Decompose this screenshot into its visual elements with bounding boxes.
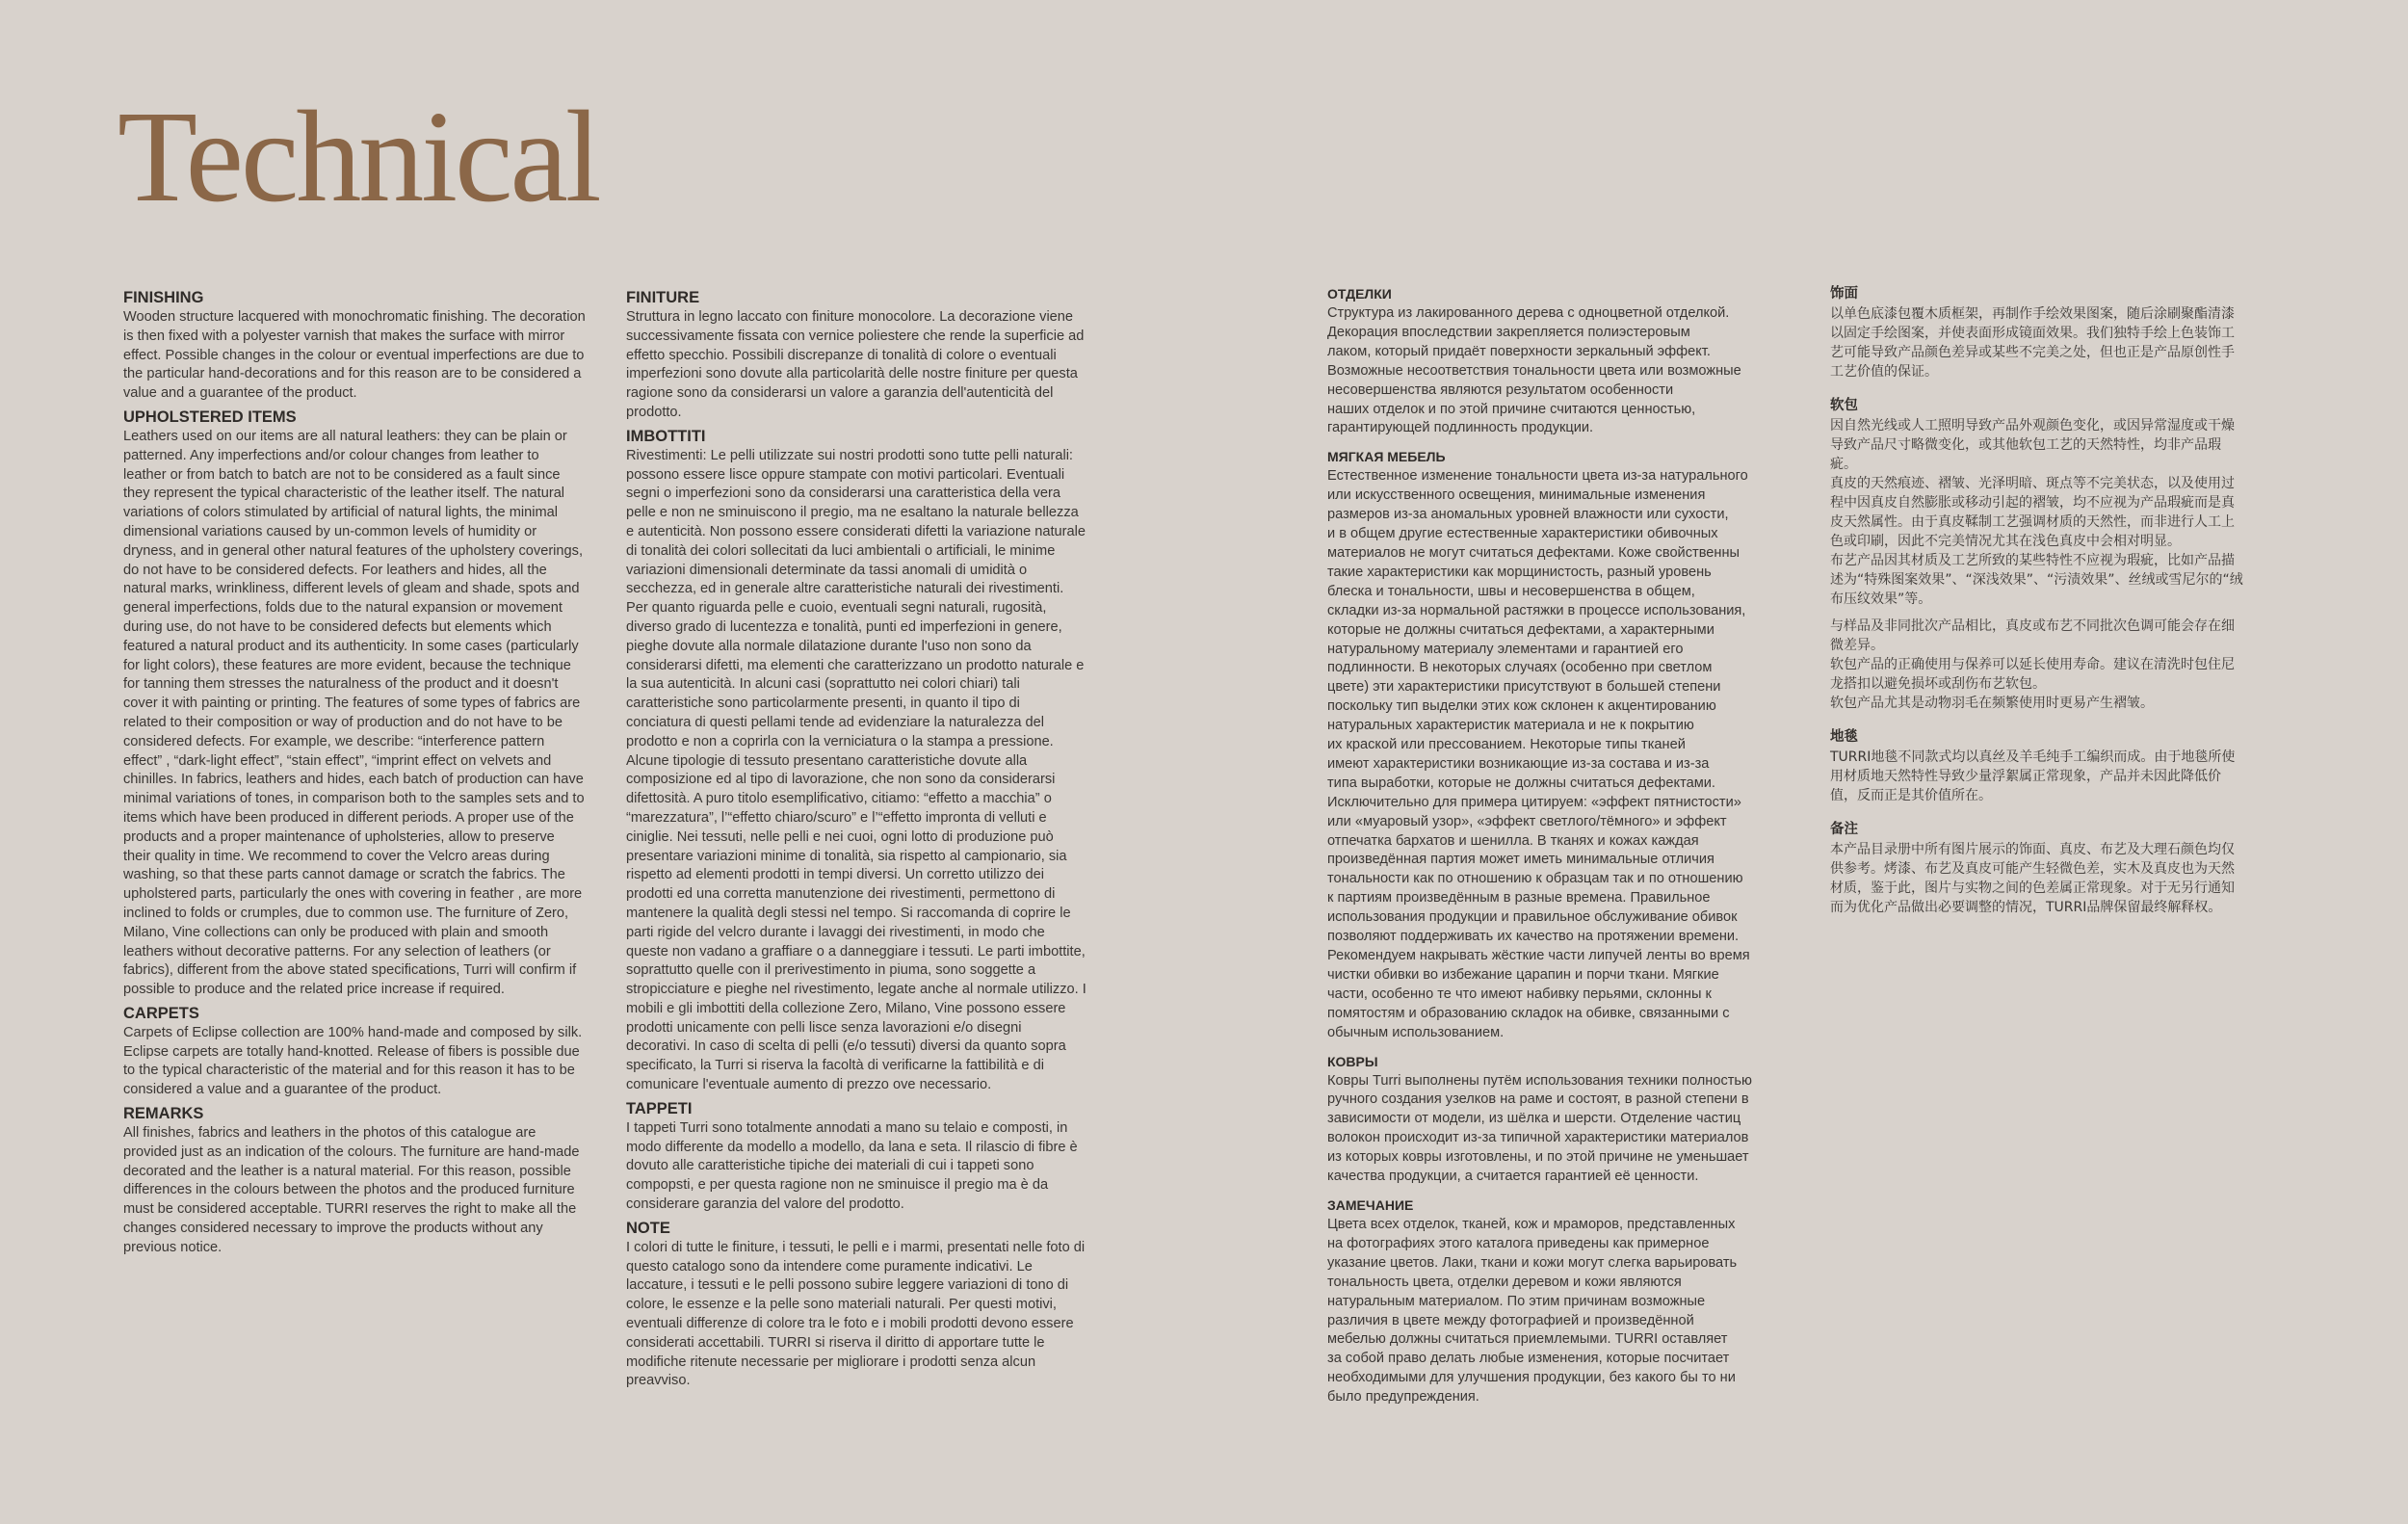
remarks-heading: REMARKS xyxy=(123,1105,204,1123)
otdelki-section xyxy=(1327,283,1801,438)
finiture-heading: FINITURE xyxy=(626,289,700,306)
shimian-text: 以单色底漆包覆木质框架，再制作手绘效果图案，随后涂刷聚酯清漆 以固定手绘图案，并使表面形成镜面效果。我们独特手绘上色装饰工 艺可能导致产品颜色差异或某些不完美之处，但也正是产品原创性手 工艺价值的保证。 xyxy=(1830,306,2235,380)
upholstered-text: Leathers used on our items are all natural leathers: they can be plain or patterned. Any imperfections and/or colour changes from leather to leather or from batch to batch are not to be considered as a fault since they represent the typical characteristic of the leather itself. The natural variations of colors stimulated by artificial of natural lights, the minimal dimensional variations caused by un-common levels of humidity or dryness, and in general other natural features of the upholstery coverings, do not have to be considered defects. For leathers and hides, all the natural marks, wrinkliness, different levels of gleam and shade, spots and general imperfections, folds due to the natural expansion or movement during use, do not have to be considered defects but elements which featured a natural product and its authenticity. In some cases (particularly for light colors), these features are more evident, because the technique for tanning them stresses the naturalness of the product and it doesn't cover it with painting or printing. The features of some types of fabrics are related to their composition or way of production and do not have to be considered defects. For example, we describe: “interference pattern effect” , “dark-light effect”, “stain effect”, “imprint effect on velvets and chinilles. In fabrics, leathers and hides, each batch of production can have minimal variations of tones, in comparison both to the samples sets and to items which have been produced in different periods. A proper use of the products and a proper maintenance of upholsteries, allow to preserve their quality in time. We recommend to cover the Velcro areas during washing, so that these parts cannot damage or scratch the fabrics. The upholstered parts, particularly the ones with covering in feather , are more inclined to folds or crumples, due to common use. The furniture of Zero, Milano, Vine collections can only be produced with plain and smooth leathers without decorative patterns. For any selection of leathers (or fabrics), different from the above stated specifications, Turri will confirm if possible to produce and the related price increase if required. xyxy=(123,428,585,998)
tappeti-section xyxy=(626,1098,1088,1215)
ruanbao-text-1: 因自然光线或人工照明导致产品外观颜色变化，或因异常湿度或干燥 导致产品尺寸略微变化，或其他软包工艺的天然特性，均非产品瑕 疵。 真皮的天然痕迹、褶皱、光泽明暗、斑点等不完美状态，以及使用过 程中因真皮自然膨胀或移动引起的褶皱，均不应视为产品瑕疵而是真 皮天然属性。由于真皮鞣制工艺强调材质的天然性，而非进行人工上 色或印刷，因此不完美情况尤其在浅色真皮中会相对明显。 布艺产品因其材质及工艺所致的某些特性不应视为瑕疵，比如产品描 述为“特殊图案效果”、“深浅效果”、“污渍效果”、丝绒或雪尼尔的“绒 布压纹效果”等。 xyxy=(1830,418,2243,607)
ruanbao-heading: 软包 xyxy=(1830,398,1858,413)
otdelki-text: Структура из лакированного дерева с одноцветной отделкой. Декорация впоследствии закрепляется полиэстеровым лаком, который придаёт поверхности зеркальный эффект. Возможные несоответствия тональности цвета или возможные несовершенства являются результатом особенности наших отделок и по этой причине считаются ценностью, гарантирующей подлинность продукции. xyxy=(1327,305,1741,436)
imbottiti-text: Rivestimenti: Le pelli utilizzate sui nostri prodotti sono tutte pelli naturali: possono essere lisce oppure stampate con motivi particolari. Eventuali segni o imperfezioni sono da considerarsi una caratteristica della vera pelle e non ne sminuiscono il pregio, ma ne esaltano la naturale bellezza e autenticità. Non possono essere considerati difetti la variazione naturale di tonalità dei colori sollecitati da luci ambientali o artificiali, le minime variazioni dimensionali determinate da tassi anomali di umidità o secchezza, ed in generale altre caratteristiche naturali dei rivestimenti. Per quanto riguarda pelle e cuoio, eventuali segni naturali, rugosità, diverso grado di lucentezza e tonalità, punti ed imperfezioni in genere, pieghe dovute alla normale dilatazione durante l'uso non sono da considerarsi difetti, ma elementi che caratterizzano un prodotto naturale e la sua autenticità. In alcuni casi (soprattutto nei colori chiari) tali caratteristiche sono particolarmente presenti, in quanto il tipo di conciatura di questi pellami tende ad evidenziare la naturalezza del prodotto e non a coprirla con la verniciatura o la stampa a pressione. Alcune tipologie di tessuto presentano caratteristiche dovute alla composizione ed al tipo di lavorazione, che non sono da considerarsi difettosità. A puro titolo esemplificativo, citiamo: “effetto a macchia” o “marezzatura”, l’“effetto chiaro/scuro” e l’“effetto impronta di velluti e ciniglie. Nei tessuti, nelle pelli e nei cuoi, ogni lotto di produzione può presentare variazioni minime di tonalità, sia rispetto al campionario, sia rispetto ad elementi prodotti in tempi diversi. Un corretto utilizzo dei prodotti ed una corretta manutenzione dei rivestimenti, permettono di mantenere la qualità degli stessi nel tempo. Si raccomanda di coprire le parti rigide del velcro durante i lavaggi dei rivestimenti, in modo che queste non vadano a graffiare o a danneggiare i tessuti. Le parti imbottite, soprattutto quelle con il prerivestimento in piuma, sono soggette a stropicciature e pieghe nel rivestimento, legate anche al normale utilizzo. I mobili e gli imbottiti della collezione Zero, Milano, Vine possono essere prodotti unicamente con pelli lisce senza lavorazioni e/o disegni decorativi. In caso di scelta di pelli (e/o tessuti) diversi da quanto sopra specificato, la Turri si riserva la facoltà di verificarne la fattibilità e di comunicare l'eventuale aumento di prezzo ove necessario. xyxy=(626,447,1086,1093)
note-heading: NOTE xyxy=(626,1219,670,1237)
zamechanie-heading: ЗАМЕЧАНИЕ xyxy=(1327,1196,1414,1213)
ruanbao-text-2: 与样品及非同批次产品相比，真皮或布艺不同批次色调可能会存在细 微差异。 软包产品的正确使用与保养可以延长使用寿命。建议在清洗时包住尼 龙搭扣以避免损坏或刮伤布艺软包。 软包产品尤其是动物羽毛在频繁使用时更易产生褶皱。 xyxy=(1830,618,2235,711)
shimian-heading: 饰面 xyxy=(1830,286,1858,302)
carpets-text: Carpets of Eclipse collection are 100% hand-made and composed by silk. Eclipse carpets are totally hand-knotted. Release of fibers is possible due to the typical characteristic of the material and for this reason it has to be considered a value and a guarantee of the product. xyxy=(123,1024,583,1098)
myagkaya-heading: МЯГКАЯ МЕБЕЛЬ xyxy=(1327,449,1446,465)
chinese-column xyxy=(1830,283,2283,925)
italian-column xyxy=(626,287,1088,1394)
note-section xyxy=(626,1218,1088,1391)
finishing-heading: FINISHING xyxy=(123,289,204,306)
carpets-heading: CARPETS xyxy=(123,1004,199,1022)
english-column xyxy=(123,287,586,1261)
kovry-heading: КОВРЫ xyxy=(1327,1053,1378,1069)
ruanbao-section xyxy=(1830,395,2283,713)
ditan-text: TURRI地毯不同款式均以真丝及羊毛纯手工编织而成。由于地毯所使 用材质地天然特性导致少量浮絮属正常现象，产品并未因此降低价 值，反而正是其价值所在。 xyxy=(1830,749,2236,803)
kovry-text: Ковры Turri выполнены путём использования техники полностью ручного создания узелков на раме и состоят, в разной степени в зависимости от модели, из шёлка и шерсти. Отделение частиц волокон происходит из-за типичной характеристики материалов из которых ковры изготовлены, и по этой причине не уменьшает качества продукции, а считается гарантией её ценности. xyxy=(1327,1072,1752,1185)
upholstered-heading: UPHOLSTERED ITEMS xyxy=(123,407,297,426)
tappeti-heading: TAPPETI xyxy=(626,1099,693,1117)
beizhu-section xyxy=(1830,819,2283,917)
myagkaya-text: Естественное изменение тональности цвета из-за натурального или искусственного освещения, минимальные изменения размеров из-за аномальных уровней влажности или сухости, и в общем другие естественные характеристики обивочных материалов не могут считаться дефектами. Коже свойственны такие характеристики как морщинистость, разный уровень блеска и тональности, швы и несовершенства в общем, складки из-за нормальной растяжки в процессе использования, которые не должны считаться дефектами, а характерными натуральному материалу элементами и гарантией его подлинности. В некоторых случаях (особенно при светлом цвете) эти характеристики присутствуют в большей степени поскольку тип выделки этих кож склонен к акцентированию натуральных характеристик материала и не к покрытию их краской или прессованием. Некоторые типы тканей имеют характеристики возникающие из-за состава и из-за типа выработки, которые не должны считаться дефектами. Исключительно для примера цитируем: «эффект пятнистости» или «муаровый узор», «эффект светлого/тёмного» и эффект отпечатка бархатов и шенилла. В тканях и кожах каждая произведённая партия может иметь минимальные отличия тональности как по отношению к образцам так и по отношению к партиям произведённым в разные времена. Правильное использования продукции и правильное обслуживание обивок позволяют поддерживать их качество на протяжении времени. Рекомендуем накрывать жёсткие части липучей ленты во время чистки обивки во избежание царапин и порчи ткани. Мягкие части, особенно те что имеют набивку перьями, склонны к помятостям и образованию складок на обивке, связанными с обычным использованием. xyxy=(1327,468,1750,1040)
finiture-section xyxy=(626,287,1088,423)
ditan-section xyxy=(1830,726,2283,805)
russian-column xyxy=(1327,283,1801,1410)
zamechanie-text: Цвета всех отделок, тканей, кож и мраморов, представленных на фотографиях этого каталога приведены как примерное указание цветов. Лаки, ткани и кожи могут слегка варьировать тональность цвета, отделки деревом и кожи являются натуральным материалом. По этим причинам возможные различия в цвете между фотографией и произведённой мебелью должны считаться приемлемыми. TURRI оставляет за собой право делать любые изменения, которые посчитает необходимыми для улучшения продукции, без какого бы то ни было предупреждения. xyxy=(1327,1216,1738,1406)
remarks-section xyxy=(123,1103,586,1258)
imbottiti-section xyxy=(626,426,1088,1095)
page-title: Technical xyxy=(118,85,599,229)
beizhu-heading: 备注 xyxy=(1830,822,1858,837)
remarks-text: All finishes, fabrics and leathers in the photos of this catalogue are provided just as an indication of the colours. The furniture are hand-made decorated and the leather is a natural material. For this reason, possible differences in the colours between the photos and the produced furniture must be considered acceptable. TURRI reserves the right to make all the changes considered necessary to improve the products without any previous notice. xyxy=(123,1125,580,1255)
finishing-section xyxy=(123,287,586,404)
zamechanie-section xyxy=(1327,1195,1801,1407)
shimian-section xyxy=(1830,283,2283,381)
myagkaya-section xyxy=(1327,446,1801,1042)
upholstered-section xyxy=(123,407,586,1000)
tappeti-text: I tappeti Turri sono totalmente annodati a mano su telaio e composti, in modo differente da modello a modello, da lana e seta. Il rilascio di fibre è dovuto alle caratteristiche tipiche dei materiali di cui i tappeti sono compopsti, e per questa ragione non ne sminuisce il pregio ma è da considerare garanzia del valore del prodotto. xyxy=(626,1119,1078,1213)
note-text: I colori di tutte le finiture, i tessuti, le pelli e i marmi, presentati nelle foto di questo catalogo sono da intendere come puramente indicativi. Le laccature, i tessuti e le pelli possono subire leggere variazioni di tono di colore, le essenze e la pelle sono materiali naturali. Per questi motivi, eventuali differenze di colore tra le foto e i mobili prodotti devono essere considerati accettabili. TURRI si riserva il diritto di apportare tutte le modifiche ritenute necessarie per migliorare i prodotti senza alcun preavviso. xyxy=(626,1239,1086,1389)
beizhu-text: 本产品目录册中所有图片展示的饰面、真皮、布艺及大理石颜色均仅 供参考。烤漆、布艺及真皮可能产生轻微色差，实木及真皮也为天然 材质，鉴于此，图片与实物之间的色差属正常现象。对于无另行通知 而为优化产品做出必要调整的情况，TURRI品牌保留最终解释权。 xyxy=(1830,842,2235,915)
ditan-heading: 地毯 xyxy=(1830,729,1858,745)
otdelki-heading: ОТДЕЛКИ xyxy=(1327,286,1392,302)
finiture-text: Struttura in legno laccato con finiture monocolore. La decorazione viene successivamente fissata con vernice poliestere che rende la superficie ad effetto specchio. Possibili discrepanze di tonalità di colore o eventuali imperfezioni sono dovute alla particolarità delle nostre finiture per questa ragione sono da considerarsi un valore a garanzia dell'autenticità del prodotto. xyxy=(626,309,1085,420)
carpets-section xyxy=(123,1003,586,1100)
imbottiti-heading: IMBOTTITI xyxy=(626,427,706,445)
finishing-text: Wooden structure lacquered with monochromatic finishing. The decoration is then fixed with a polyester varnish that makes the surface with mirror effect. Possible changes in the colour or eventual imperfections are due to the particular hand-decorations and for this reason are to be considered a value and a guarantee of the product. xyxy=(123,309,586,402)
kovry-section xyxy=(1327,1051,1801,1187)
